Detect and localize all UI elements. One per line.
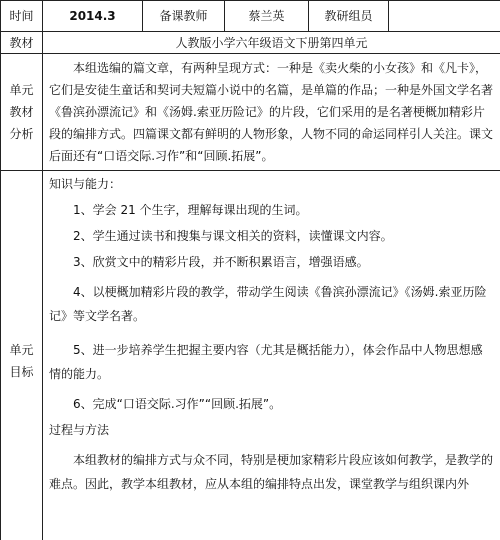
material-row xyxy=(1,32,500,54)
analysis-text-cell xyxy=(43,54,500,171)
material-value: 人教版小学六年级语文下册第四单元 xyxy=(43,32,500,54)
analysis-row xyxy=(1,54,500,171)
goal-item: 3、欣赏文中的精彩片段，并不断积累语言，增强语感。 xyxy=(73,255,369,269)
goals-label xyxy=(1,171,43,540)
group-value xyxy=(389,1,500,32)
analysis-label-line: 分析 xyxy=(9,127,34,141)
material-label: 教材 xyxy=(1,32,43,54)
goals-row xyxy=(1,171,500,540)
goals-section-heading: 知识与能力： xyxy=(49,177,122,191)
goals-label-line: 目标 xyxy=(9,364,34,379)
goals-label-line: 单元 xyxy=(9,342,34,357)
analysis-label-line: 单元 xyxy=(9,83,34,97)
method-text: 本组教材的编排方式与众不同，特别是梗加家精彩片段应该如何教学，是教学的难点。因此，教学本组教材，应从本组的编排特点出发，课堂教学与组织课内外 xyxy=(49,453,494,491)
goal-item: 5、进一步培养学生把握主要内容（尤其是概括能力），体会作品中人物思想感情的能力。 xyxy=(49,343,483,381)
teacher-name: 蔡兰英 xyxy=(225,1,309,32)
goals-section-heading: 过程与方法 xyxy=(49,423,110,437)
goal-item: 1、学会 21 个生字，理解每课出现的生词。 xyxy=(73,203,308,217)
analysis-label xyxy=(1,54,43,171)
teacher-label: 备课教师 xyxy=(143,1,225,32)
time-value: 2014.3 xyxy=(43,1,143,32)
time-label: 时间 xyxy=(1,1,43,32)
goals-text-cell xyxy=(43,171,500,540)
header-row xyxy=(1,1,500,32)
goal-item: 2、学生通过读书和搜集与课文相关的资料，读懂课文内容。 xyxy=(73,229,393,243)
goal-item: 4、以梗概加精彩片段的教学，带动学生阅读《鲁滨孙漂流记》《汤姆.索亚历险记》等文学名著。 xyxy=(49,285,487,323)
analysis-text: 本组选编的篇文章，有两种呈现方式：一种是《卖火柴的小女孩》和《凡卡》，它们是安徒生童话和契诃夫短篇小说中的名篇，是单篇的作品；一种是外国文学名著《鲁滨孙漂流记》和《汤姆.索亚历险记》的片段，它们采用的是名著梗概加精彩片段的编排方式。四篇课文都有鲜明的人物形象，人物不同的命运同样引人关注。课文后面还有“口语交际.习作”和“回顾.拓展”。 xyxy=(49,61,494,163)
goal-item: 6、完成“口语交际.习作”“回顾.拓展”。 xyxy=(73,397,282,411)
group-label: 教研组员 xyxy=(309,1,389,32)
analysis-label-line: 教材 xyxy=(9,105,34,119)
